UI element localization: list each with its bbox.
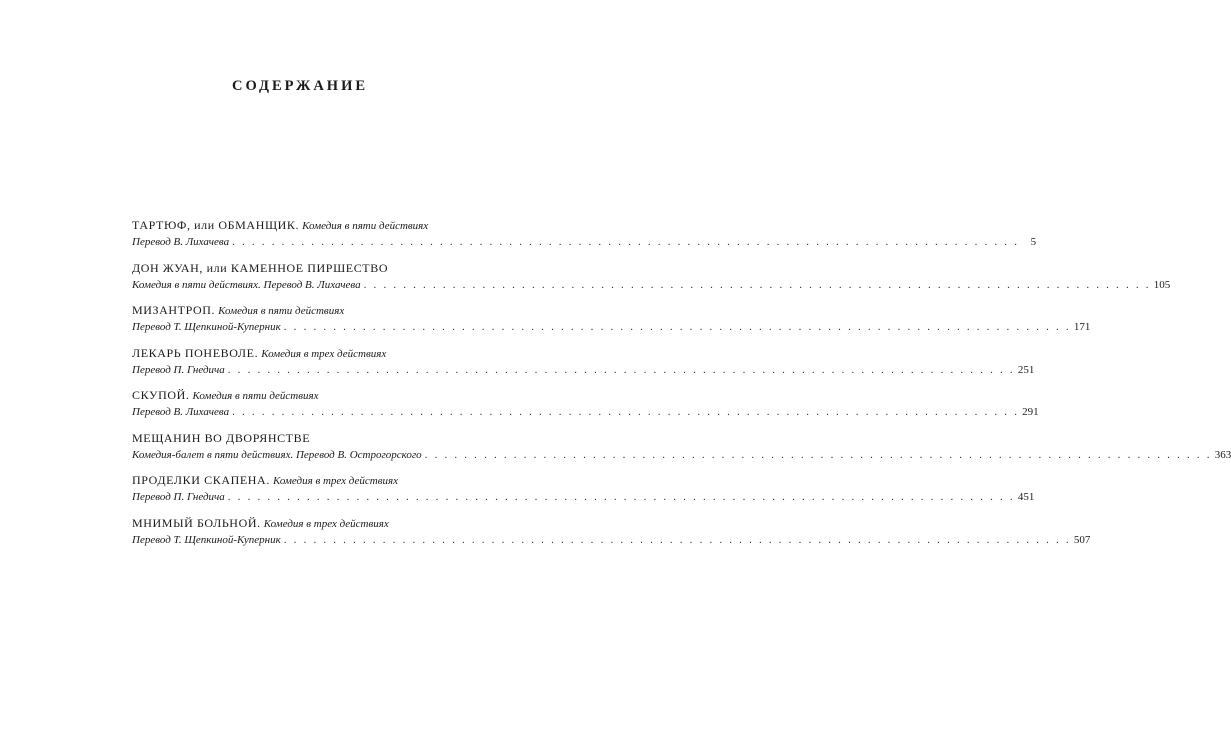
toc-entry-title: СКУПОЙ.	[132, 388, 190, 402]
toc-entry-heading	[132, 387, 494, 404]
dot-leader: . . . . . . . . . . . . . . . . . . . . . . . . . . . . . . . . . . . . . . . . . . . . . . . . . . . . . . . . . . . . . . . . . . . . . . . . . . . . . . . .	[424, 448, 1212, 461]
toc-entry-detail-line	[132, 277, 1171, 293]
toc-entry[interactable]	[132, 302, 1091, 335]
toc-entry-heading	[132, 217, 494, 234]
toc-entry-page: 251	[1017, 363, 1035, 376]
table-of-contents	[132, 217, 1231, 557]
toc-entry-detail: Перевод Т. Щепкиной-Куперник	[132, 533, 281, 546]
toc-entry-detail-line	[132, 447, 1231, 463]
toc-entry-detail-line	[132, 234, 1037, 250]
toc-entry-subtitle: Комедия в пяти действиях	[192, 390, 319, 402]
toc-entry-title: МИЗАНТРОП.	[132, 303, 216, 317]
dot-leader: . . . . . . . . . . . . . . . . . . . . . . . . . . . . . . . . . . . . . . . . . . . . . . . . . . . . . . . . . . . . . . . . . . . . . . . . . . . . . . . .	[227, 363, 1015, 376]
toc-entry-title: ТАРТЮФ, или ОБМАНЩИК.	[132, 218, 300, 232]
page-title: СОДЕРЖАНИЕ	[231, 78, 369, 94]
toc-entry-detail: Перевод В. Лихачева	[132, 406, 230, 418]
toc-entry[interactable]	[132, 217, 1037, 250]
toc-entry[interactable]	[132, 345, 1035, 378]
toc-entry-subtitle: Комедия в трех действиях	[261, 347, 387, 360]
toc-entry-page: 507	[1073, 533, 1091, 546]
toc-entry-heading	[132, 515, 494, 532]
toc-entry-heading	[132, 260, 494, 277]
toc-entry-detail: Перевод В. Лихачева	[132, 236, 230, 248]
toc-entry-detail-line	[132, 319, 1091, 335]
toc-entry-detail-line	[132, 489, 1035, 505]
toc-entry-page: 451	[1017, 491, 1035, 503]
dot-leader: . . . . . . . . . . . . . . . . . . . . . . . . . . . . . . . . . . . . . . . . . . . . . . . . . . . . . . . . . . . . . . . . . . . . . . . . . . . . . . . .	[363, 278, 1151, 291]
toc-entry-heading	[132, 472, 494, 489]
dot-leader: . . . . . . . . . . . . . . . . . . . . . . . . . . . . . . . . . . . . . . . . . . . . . . . . . . . . . . . . . . . . . . . . . . . . . . . . . . . . . . . .	[283, 533, 1071, 546]
toc-entry-page: 105	[1153, 278, 1171, 291]
toc-entry-subtitle: Комедия в пяти действиях	[218, 305, 345, 317]
dot-leader: . . . . . . . . . . . . . . . . . . . . . . . . . . . . . . . . . . . . . . . . . . . . . . . . . . . . . . . . . . . . . . . . . . . . . . . . . . . . . . . .	[283, 321, 1071, 333]
toc-entry-detail: Комедия в пяти действиях. Перевод В. Лихачева	[132, 278, 361, 291]
toc-entry-detail: Перевод Т. Щепкиной-Куперник	[132, 321, 281, 333]
toc-entry-detail: Перевод П. Гнедича	[132, 491, 225, 503]
toc-entry-detail: Комедия-балет в пяти действиях. Перевод В. Острогорского	[132, 448, 422, 461]
toc-entry-heading	[132, 345, 494, 362]
toc-entry-detail-line	[132, 532, 1091, 548]
toc-entry-subtitle: Комедия в трех действиях	[263, 517, 389, 530]
toc-entry[interactable]	[132, 472, 1035, 505]
toc-entry-heading	[132, 430, 494, 447]
dot-leader: . . . . . . . . . . . . . . . . . . . . . . . . . . . . . . . . . . . . . . . . . . . . . . . . . . . . . . . . . . . . . . . . . . . . . . . . . . . . . . . .	[232, 406, 1020, 418]
toc-entry-title: МЕЩАНИН ВО ДВОРЯНСТВЕ	[132, 430, 311, 445]
toc-entry-subtitle: Комедия в трех действиях	[272, 475, 398, 487]
toc-entry-detail-line	[132, 404, 1039, 420]
toc-entry-subtitle: Комедия в пяти действиях	[302, 220, 429, 232]
toc-entry-title: ЛЕКАРЬ ПОНЕВОЛЕ.	[132, 345, 259, 360]
dot-leader: . . . . . . . . . . . . . . . . . . . . . . . . . . . . . . . . . . . . . . . . . . . . . . . . . . . . . . . . . . . . . . . . . . . . . . . . . . . . . . . .	[232, 236, 1020, 248]
toc-entry-heading	[132, 302, 494, 319]
toc-entry-page: 171	[1073, 321, 1091, 333]
toc-entry-title: ДОН ЖУАН, или КАМЕННОЕ ПИРШЕСТВО	[132, 260, 389, 275]
toc-entry-detail: Перевод П. Гнедича	[132, 363, 225, 376]
toc-entry[interactable]	[132, 430, 1231, 463]
toc-entry[interactable]	[132, 260, 1171, 293]
toc-entry-detail-line	[132, 362, 1035, 378]
toc-entry[interactable]	[132, 515, 1091, 548]
dot-leader: . . . . . . . . . . . . . . . . . . . . . . . . . . . . . . . . . . . . . . . . . . . . . . . . . . . . . . . . . . . . . . . . . . . . . . . . . . . . . . . .	[227, 491, 1015, 503]
toc-entry-title: ПРОДЕЛКИ СКАПЕНА.	[132, 473, 270, 487]
toc-entry-page: 5	[1030, 236, 1037, 248]
toc-entry[interactable]	[132, 387, 1039, 420]
toc-entry-page: 363	[1214, 448, 1231, 461]
toc-entry-page: 291	[1022, 406, 1039, 418]
toc-entry-title: МНИМЫЙ БОЛЬНОЙ.	[132, 515, 261, 530]
